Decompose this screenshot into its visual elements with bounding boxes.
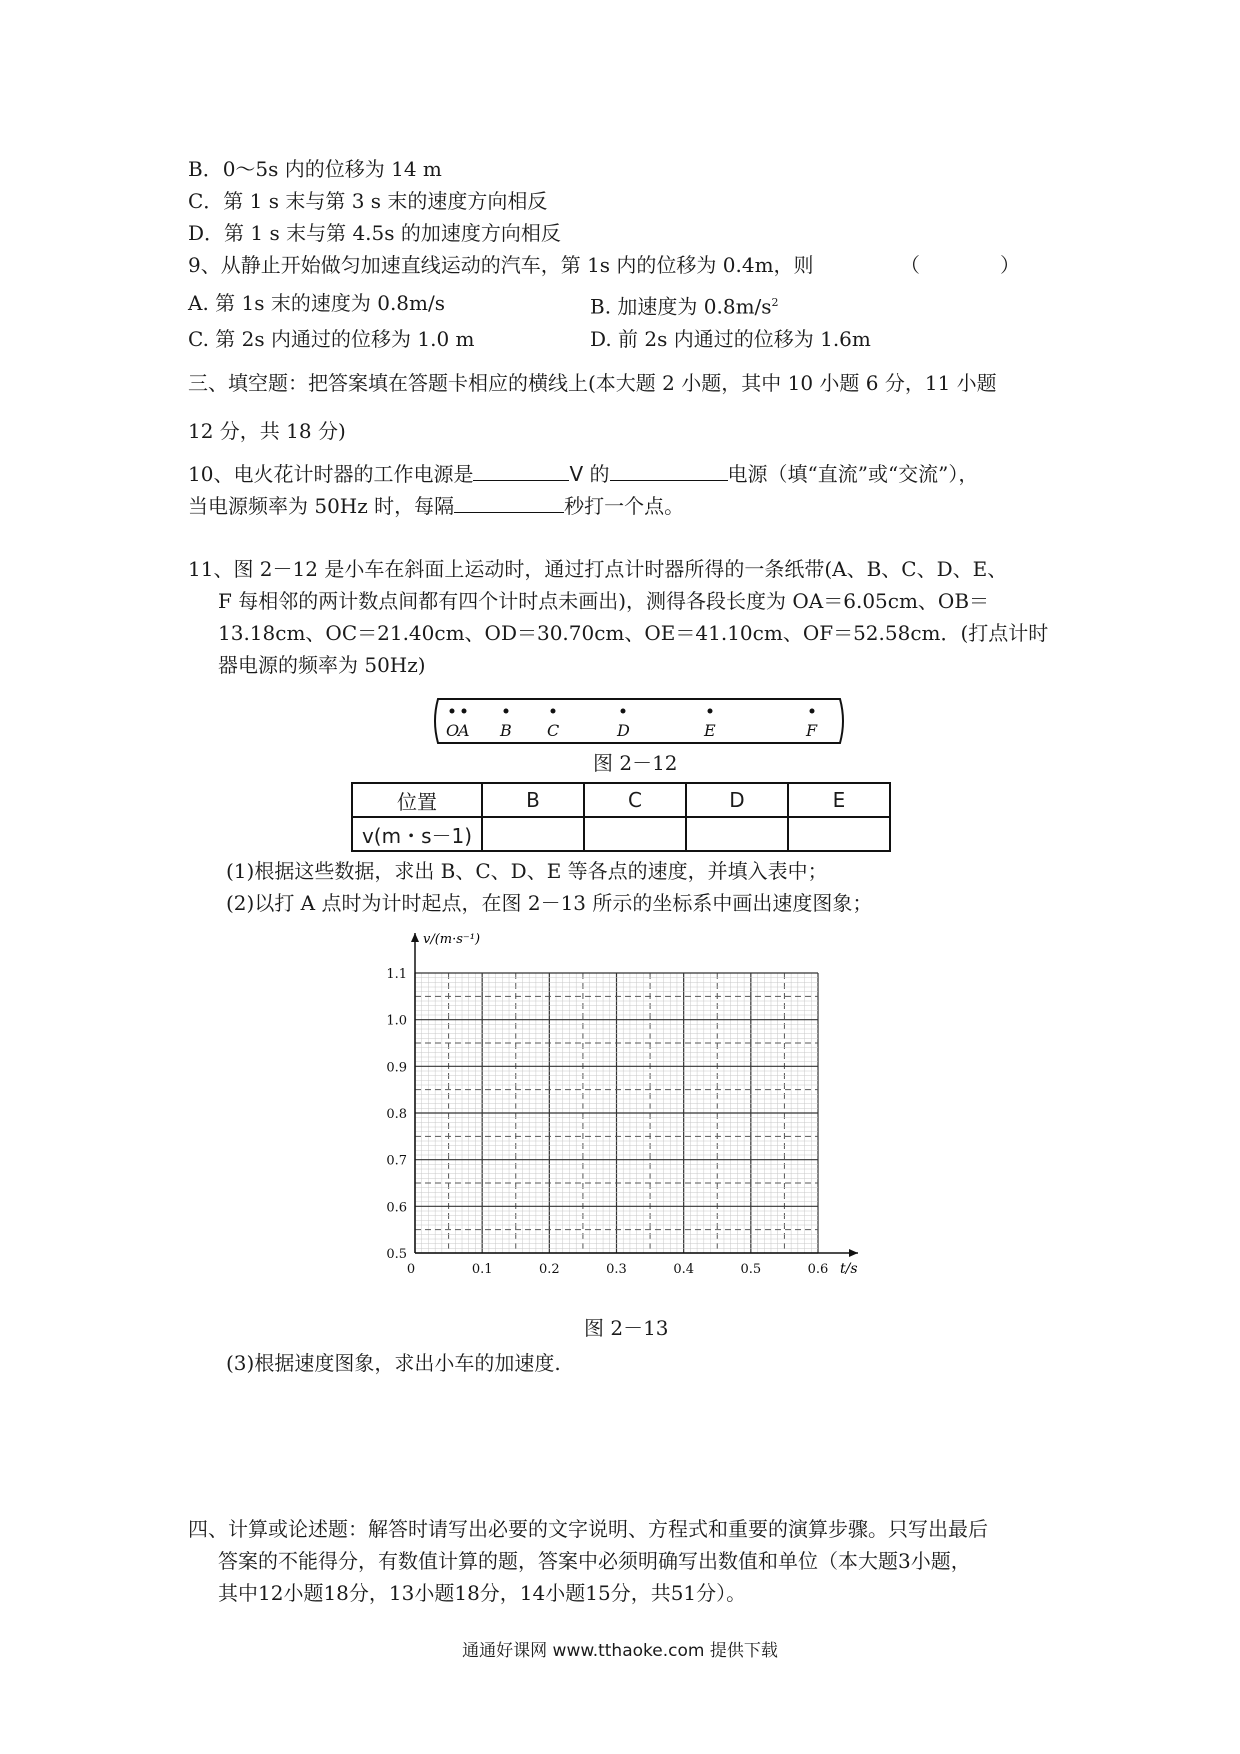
table-header-cell: B [482,783,584,817]
table-answer-cell-c[interactable] [584,817,686,851]
table-answer-cell-d[interactable] [686,817,788,851]
section4-line3: 其中12小题18分，13小题18分，14小题15分，共51分）。 [218,1581,747,1605]
paper-tape-figure [430,697,850,747]
q9-option-d: D. 前 2s 内通过的位移为 1.6m [590,327,871,351]
q10-text-5: 秒打一个点。 [564,494,685,518]
q8-option-b: B．0～5s 内的位移为 14 m [188,157,442,181]
figure-2-13-caption: 图 2－13 [584,1316,669,1340]
x-tick-label: 0 [406,1262,416,1277]
table-header-cell: 位置 [352,783,482,817]
q11-line4: 器电源的频率为 50Hz) [218,653,426,677]
q9-option-b-text: B. 加速度为 0.8m/s [590,294,772,319]
q10-blank-voltage[interactable] [473,460,569,481]
q8-option-c: C．第 1 s 末与第 3 s 末的速度方向相反 [188,189,548,213]
section3-heading-line1: 三、填空题：把答案填在答题卡相应的横线上(本大题 2 小题，其中 10 小题 6 分，11 小题 [188,371,997,395]
tape-point-label: A [458,721,470,740]
table-answer-cell-b[interactable] [482,817,584,851]
y-tick-label: 0.5 [386,1247,407,1262]
q11-sub3: (3)根据速度图象，求出小车的加速度. [226,1351,561,1375]
figure-2-12-caption: 图 2－12 [593,751,678,775]
q10-text-1: 10、电火花计时器的工作电源是 [188,462,474,486]
x-axis-label: t/s [840,1261,858,1277]
x-tick-label: 0.4 [673,1262,695,1277]
q10-blank-type[interactable] [610,460,728,481]
page-footer: 通通好课网 www.tthaoke.com 提供下载 [462,1641,778,1661]
x-axis-arrow-icon [849,1249,858,1257]
q9-stem: 9、从静止开始做匀加速直线运动的汽车，第 1s 内的位移为 0.4m，则 [188,253,814,277]
section3-heading-line2: 12 分，共 18 分) [188,419,346,443]
q11-line1: 11、图 2－12 是小车在斜面上运动时，通过打点计时器所得的一条纸带(A、B、C、D、E、 [188,557,1008,581]
y-tick-label: 0.9 [386,1060,407,1076]
graph-tick-labels [386,967,828,1277]
x-tick-label: 0.3 [606,1262,627,1277]
tape-point-dot [551,709,556,714]
velocity-time-graph[interactable] [370,925,870,1310]
table-answer-cell-e[interactable] [788,817,890,851]
tape-point-label: B [500,721,512,740]
tape-point-label: F [806,721,818,740]
q10-text-3: 电源（填“直流”或“交流”）， [727,462,979,486]
tape-point-dot [810,709,815,714]
tape-point-label: O [446,721,460,740]
x-tick-label: 0.6 [807,1262,829,1277]
q10-blank-interval[interactable] [454,492,564,513]
y-tick-label: 1.0 [386,1013,407,1029]
q10-text-2: V 的 [569,462,610,486]
table-header-cell: D [686,783,788,817]
tape-point-dot [450,709,455,714]
q10-line2 [188,492,684,519]
q9-option-c: C. 第 2s 内通过的位移为 1.0 m [188,327,475,351]
x-tick-label: 0.2 [538,1262,560,1277]
table-header-cell: C [584,783,686,817]
tape-points [446,709,818,741]
y-tick-label: 0.7 [386,1153,407,1169]
section4-line1: 四、计算或论述题：解答时请写出必要的文字说明、方程式和重要的演算步骤。只写出最后 [188,1517,988,1541]
y-axis-arrow-icon [411,933,419,942]
q9-option-b [590,290,779,320]
q10-text-4: 当电源频率为 50Hz 时，每隔 [188,494,455,518]
q11-line2: F 每相邻的两计数点间都有四个计时点未画出)，测得各段长度为 OA＝6.05cm、OB＝ [218,589,990,613]
tape-point-dot [462,709,467,714]
tape-point-dot [504,709,509,714]
tape-point-dot [708,709,713,714]
q8-option-d: D．第 1 s 末与第 4.5s 的加速度方向相反 [188,221,561,245]
graph-grid [415,973,818,1253]
velocity-table [351,782,891,852]
q9-answer-paren: （ ） [900,253,1020,277]
q11-sub1: (1)根据这些数据，求出 B、C、D、E 等各点的速度，并填入表中； [226,859,828,883]
y-axis-label: v/(m·s⁻¹) [423,932,481,947]
q9-option-a: A. 第 1s 末的速度为 0.8m/s [188,291,445,315]
y-tick-label: 0.6 [386,1200,407,1216]
q10-line1 [188,460,978,487]
table-row [352,817,890,851]
x-tick-label: 0.1 [471,1262,493,1277]
tape-point-label: E [704,721,716,740]
q11-sub2: (2)以打 A 点时为计时起点，在图 2－13 所示的坐标系中画出速度图象； [226,891,873,915]
y-tick-label: 0.8 [386,1107,407,1122]
y-tick-label: 1.1 [386,967,407,982]
tape-point-label: D [617,721,630,740]
table-header-row [352,783,890,817]
x-tick-label: 0.5 [740,1262,762,1277]
table-row-label: v(m・s－1) [352,817,482,851]
q9-option-b-exponent: 2 [771,296,779,309]
tape-point-label: C [547,721,560,740]
table-header-cell: E [788,783,890,817]
paper-tape-outline [435,699,843,743]
section4-line2: 答案的不能得分，有数值计算的题，答案中必须明确写出数值和单位（本大题3小题， [218,1549,971,1573]
tape-point-dot [621,709,626,714]
q11-line3: 13.18cm、OC＝21.40cm、OD＝30.70cm、OE＝41.10cm、OF＝52.58cm．(打点计时 [218,621,1049,645]
